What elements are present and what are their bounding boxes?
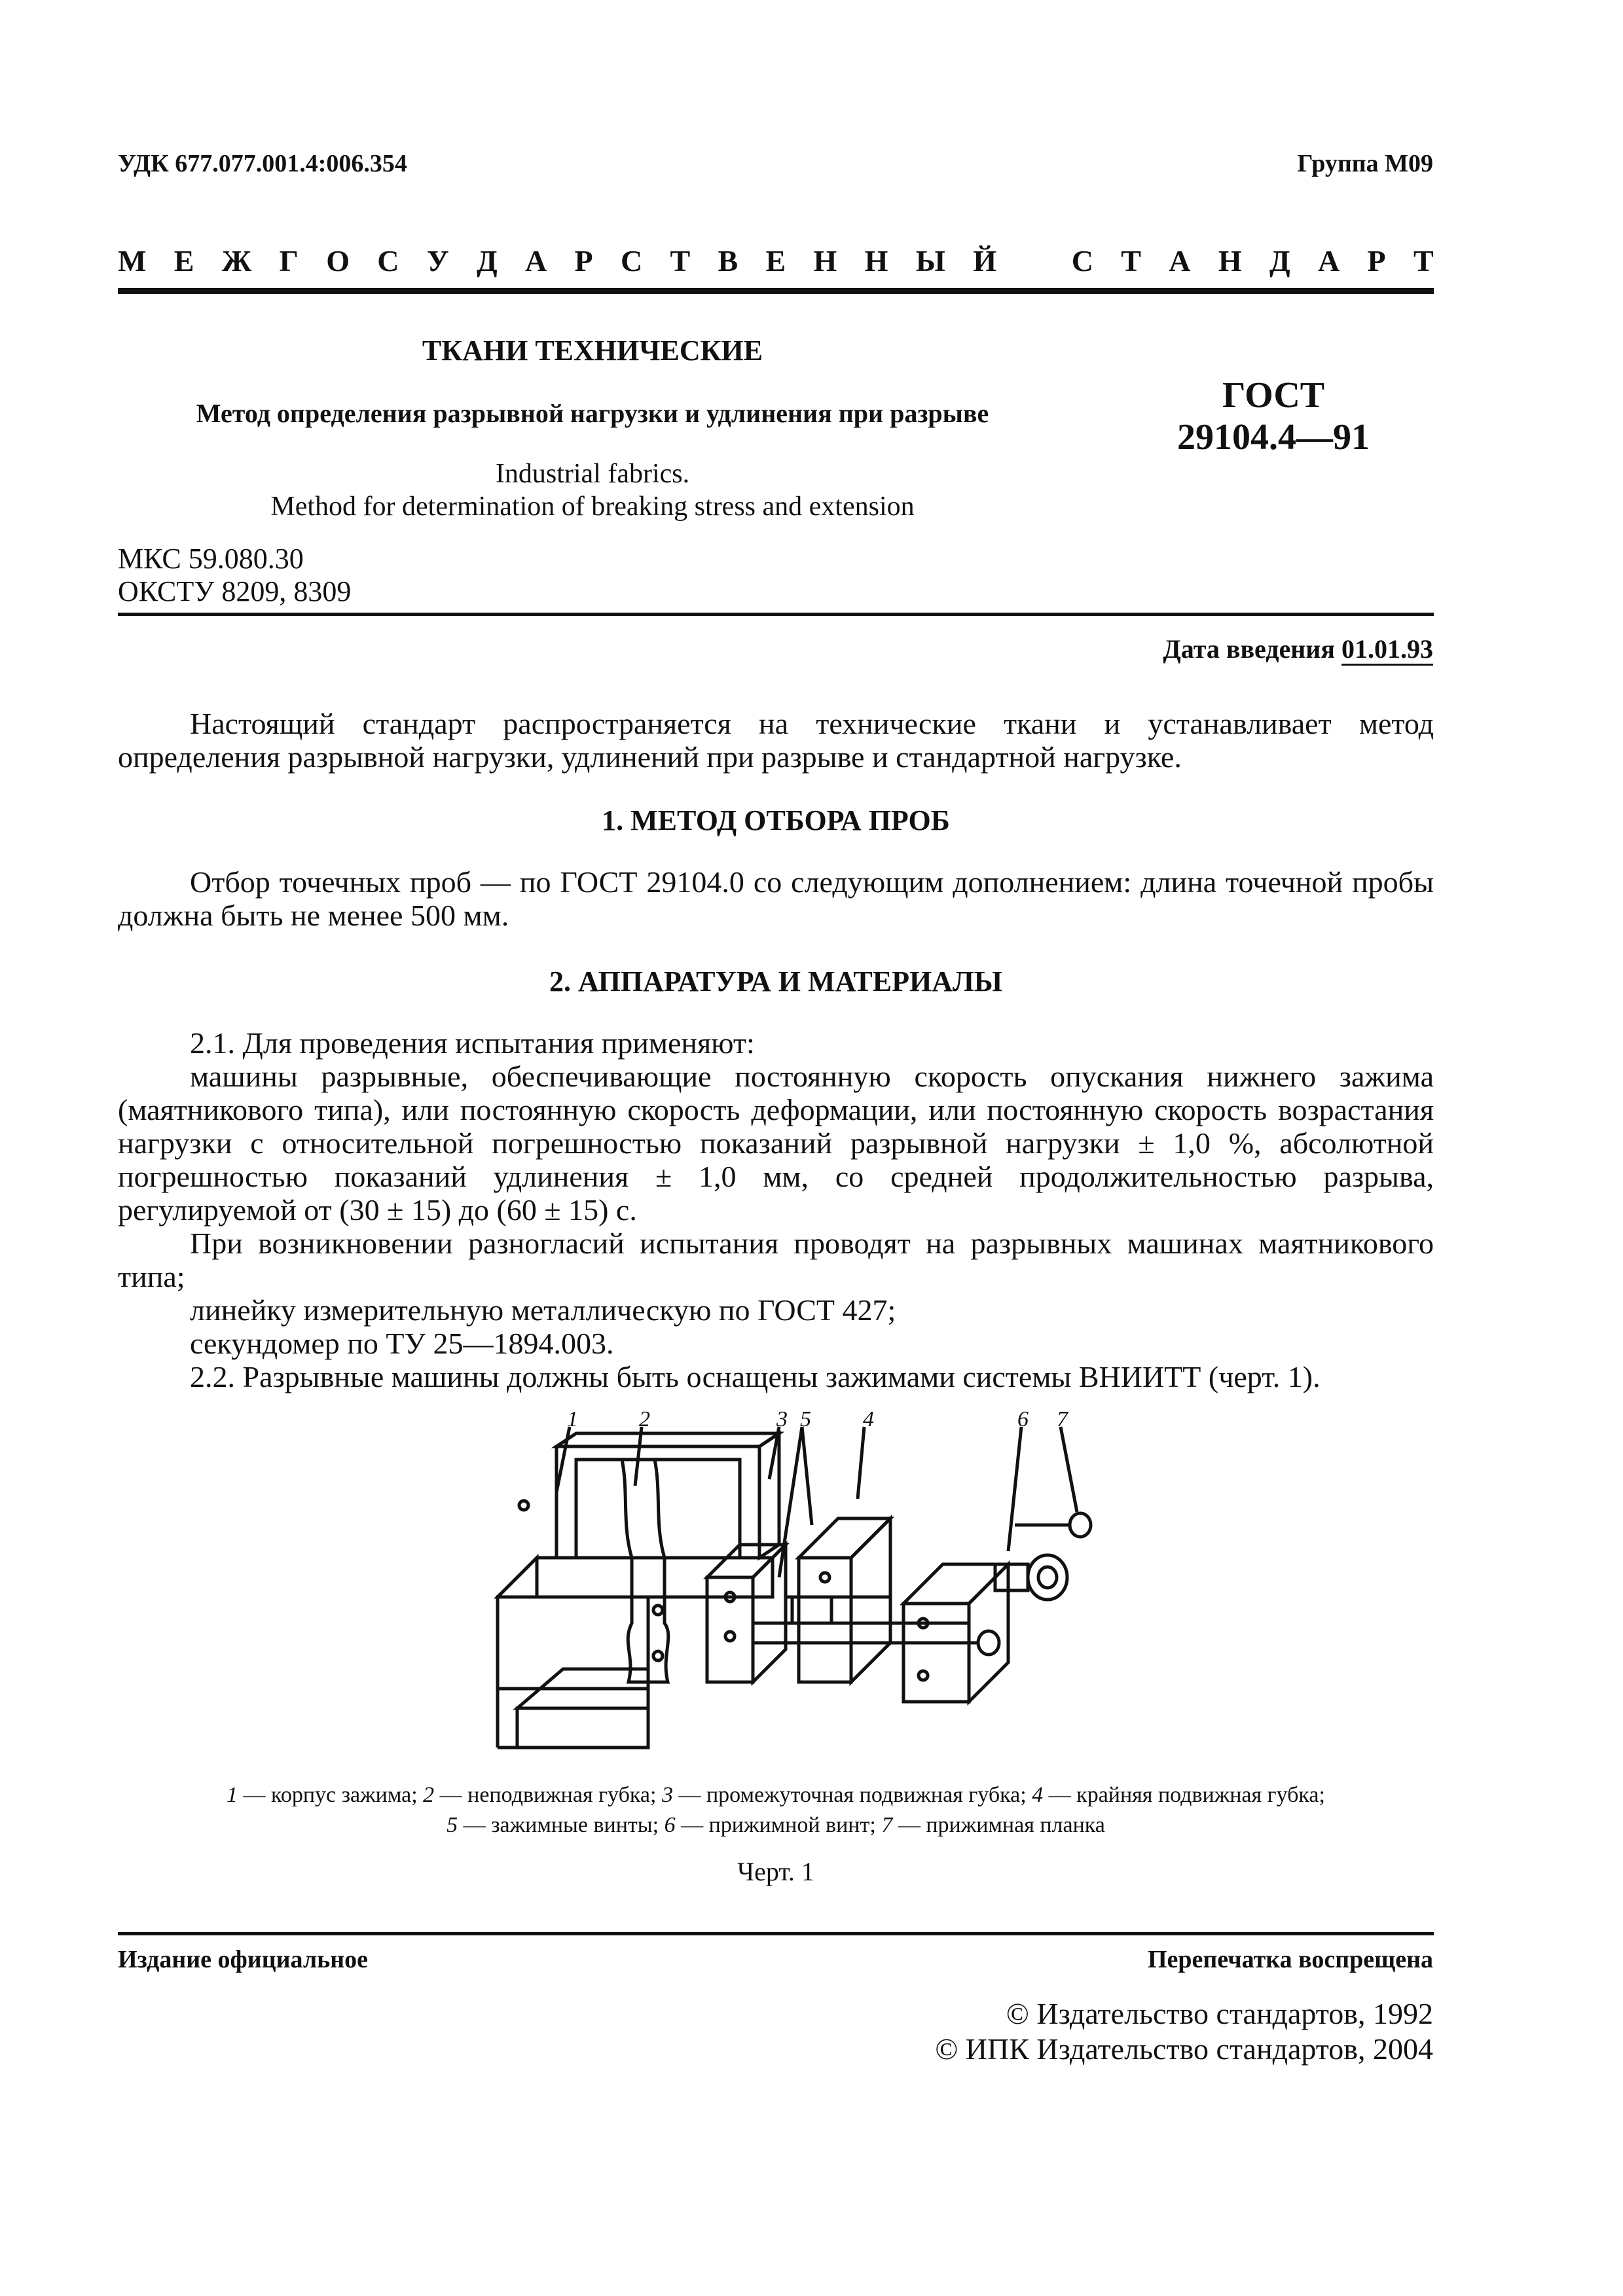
copyright-1992: © Издательство стандартов, 1992 (1006, 1997, 1433, 2030)
paragraph-2-2: 2.2. Разрывные машины должны быть оснащены зажимами системы ВНИИТТ (черт. 1). (190, 1360, 1321, 1393)
figure-legend-line1 (118, 1780, 1434, 1810)
legend-text: — промежуточная подвижная губка; (672, 1783, 1032, 1807)
paragraph-machines: машины разрывные, обеспечивающие постоянную скорость опускания нижнего зажима (маятникового типа), или постоянную скорость деформации, или постоянную скорость возрастания нагрузки с относительной погрешностью показаний разрывной нагрузки ± 1,0 %, абсолютной погрешностью показаний удлинения ± 1,0 мм, со средней продолжительностью разрыва, регулируемой от (30 ± 15) до (60 ± 15) с. (118, 1060, 1434, 1227)
udk-code: УДК 677.077.001.4:006.354 (118, 150, 407, 177)
legend-text: — корпус зажима; (238, 1783, 424, 1807)
interstate-title-letter: С (1071, 244, 1093, 278)
document-subtitle: Метод определения разрывной нагрузки и удлинения при разрыве (196, 399, 989, 428)
legend-num: 7 (881, 1813, 893, 1837)
interstate-title-letter: О (326, 244, 350, 278)
interstate-title-letter: Т (1413, 244, 1434, 278)
outer-jaw (799, 1518, 890, 1682)
interstate-title-letter: М (118, 244, 147, 278)
interstate-title-letter: Д (1269, 244, 1290, 278)
legend-text: — прижимной винт; (675, 1813, 882, 1837)
interstate-title-letter: Н (1218, 244, 1242, 278)
intro-date-label: Дата введения (1163, 634, 1335, 664)
clamp-drawing (471, 1407, 1152, 1774)
interstate-title-letter: Р (574, 244, 593, 278)
section1-text: Отбор точечных проб — по ГОСТ 29104.0 со следующим дополнением: длина точечной пробы должна быть не менее 500 мм. (118, 865, 1434, 932)
interstate-title-letter: Г (279, 244, 299, 278)
part-label-2: 2 (639, 1407, 650, 1431)
legend-text: — прижимная планка (892, 1813, 1105, 1837)
reprint-prohibited: Перепечатка воспрещена (1147, 1946, 1433, 1973)
section2-heading: 2. АППАРАТУРА И МАТЕРИАЛЫ (549, 965, 1002, 997)
legend-num: 6 (664, 1813, 676, 1837)
header-rule-thin (118, 613, 1434, 616)
intro-paragraph: Настоящий стандарт распространяется на технические ткани и устанавливает метод определения разрывной нагрузки, удлинений при разрыве и стандартной нагрузке. (118, 707, 1434, 774)
english-title-line2: Method for determination of breaking stress and extension (270, 492, 915, 522)
interstate-title-letter: С (620, 244, 643, 278)
interstate-title-letter: Н (813, 244, 837, 278)
paragraph-disputes: При возникновении разногласий испытания проводят на разрывных машинах маятникового типа; (118, 1227, 1434, 1293)
interstate-title-letter: Т (670, 244, 691, 278)
paragraph-2-1: 2.1. Для проведения испытания применяют: (190, 1026, 755, 1060)
interstate-title-letter: Й (973, 244, 997, 278)
interstate-title-letter: А (1169, 244, 1191, 278)
document-title: ТКАНИ ТЕХНИЧЕСКИЕ (422, 334, 763, 367)
pressure-screw (956, 1513, 1091, 1655)
part-label-7: 7 (1057, 1407, 1068, 1431)
legend-num: 5 (447, 1813, 458, 1837)
paragraph-stopwatch: секундомер по ТУ 25—1894.003. (190, 1327, 614, 1360)
interstate-title-letter: У (426, 244, 449, 278)
interstate-title-letter: Р (1367, 244, 1386, 278)
legend-num: 3 (661, 1783, 673, 1807)
footer-rule (118, 1932, 1434, 1935)
english-title-line1: Industrial fabrics. (495, 459, 690, 489)
interstate-title-letter: В (718, 244, 739, 278)
interstate-title-letter: А (524, 244, 547, 278)
section1-heading: 1. МЕТОД ОТБОРА ПРОБ (602, 804, 950, 836)
part-label-5: 5 (800, 1407, 811, 1431)
interstate-title-letter: Е (173, 244, 194, 278)
interstate-standard-title (118, 243, 1434, 278)
figure-caption: Черт. 1 (737, 1857, 814, 1886)
interstate-title-letter: Е (765, 244, 786, 278)
header-rule-thick (118, 288, 1434, 294)
part-label-3: 3 (776, 1407, 788, 1431)
group-code: Группа М09 (1297, 150, 1433, 177)
okstu-code: ОКСТУ 8209, 8309 (118, 575, 352, 607)
part-label-1: 1 (567, 1407, 578, 1431)
clamp-body (498, 1433, 779, 1748)
interstate-title-gap (1024, 243, 1044, 278)
gost-number: 29104.4—91 (1177, 417, 1370, 457)
interstate-title-letter: С (377, 244, 399, 278)
intro-date-value: 01.01.93 (1341, 634, 1433, 666)
interstate-title-letter: Д (476, 244, 498, 278)
intro-date (1163, 634, 1433, 664)
edition-official: Издание официальное (118, 1946, 369, 1973)
legend-text: — зажимные винты; (458, 1813, 665, 1837)
legend-num: 4 (1032, 1783, 1044, 1807)
figure-legend-line2 (118, 1810, 1434, 1840)
leader-lines (556, 1427, 1077, 1577)
part-label-6: 6 (1017, 1407, 1029, 1431)
legend-text: — неподвижная губка; (434, 1783, 662, 1807)
interstate-title-letter: Ж (221, 244, 252, 278)
interstate-title-letter: Н (864, 244, 888, 278)
mks-code: МКС 59.080.30 (118, 543, 304, 575)
copyright-2004: © ИПК Издательство стандартов, 2004 (935, 2032, 1433, 2066)
interstate-title-letter: Т (1121, 244, 1141, 278)
legend-num: 1 (227, 1783, 238, 1807)
legend-num: 2 (423, 1783, 435, 1807)
legend-text: — крайняя подвижная губка; (1043, 1783, 1325, 1807)
part-label-4: 4 (863, 1407, 874, 1431)
paragraph-ruler: линейку измерительную металлическую по ГОСТ 427; (190, 1293, 896, 1327)
gost-label: ГОСТ (1222, 375, 1325, 416)
interstate-title-letter: Ы (915, 244, 945, 278)
interstate-title-letter: А (1317, 244, 1340, 278)
